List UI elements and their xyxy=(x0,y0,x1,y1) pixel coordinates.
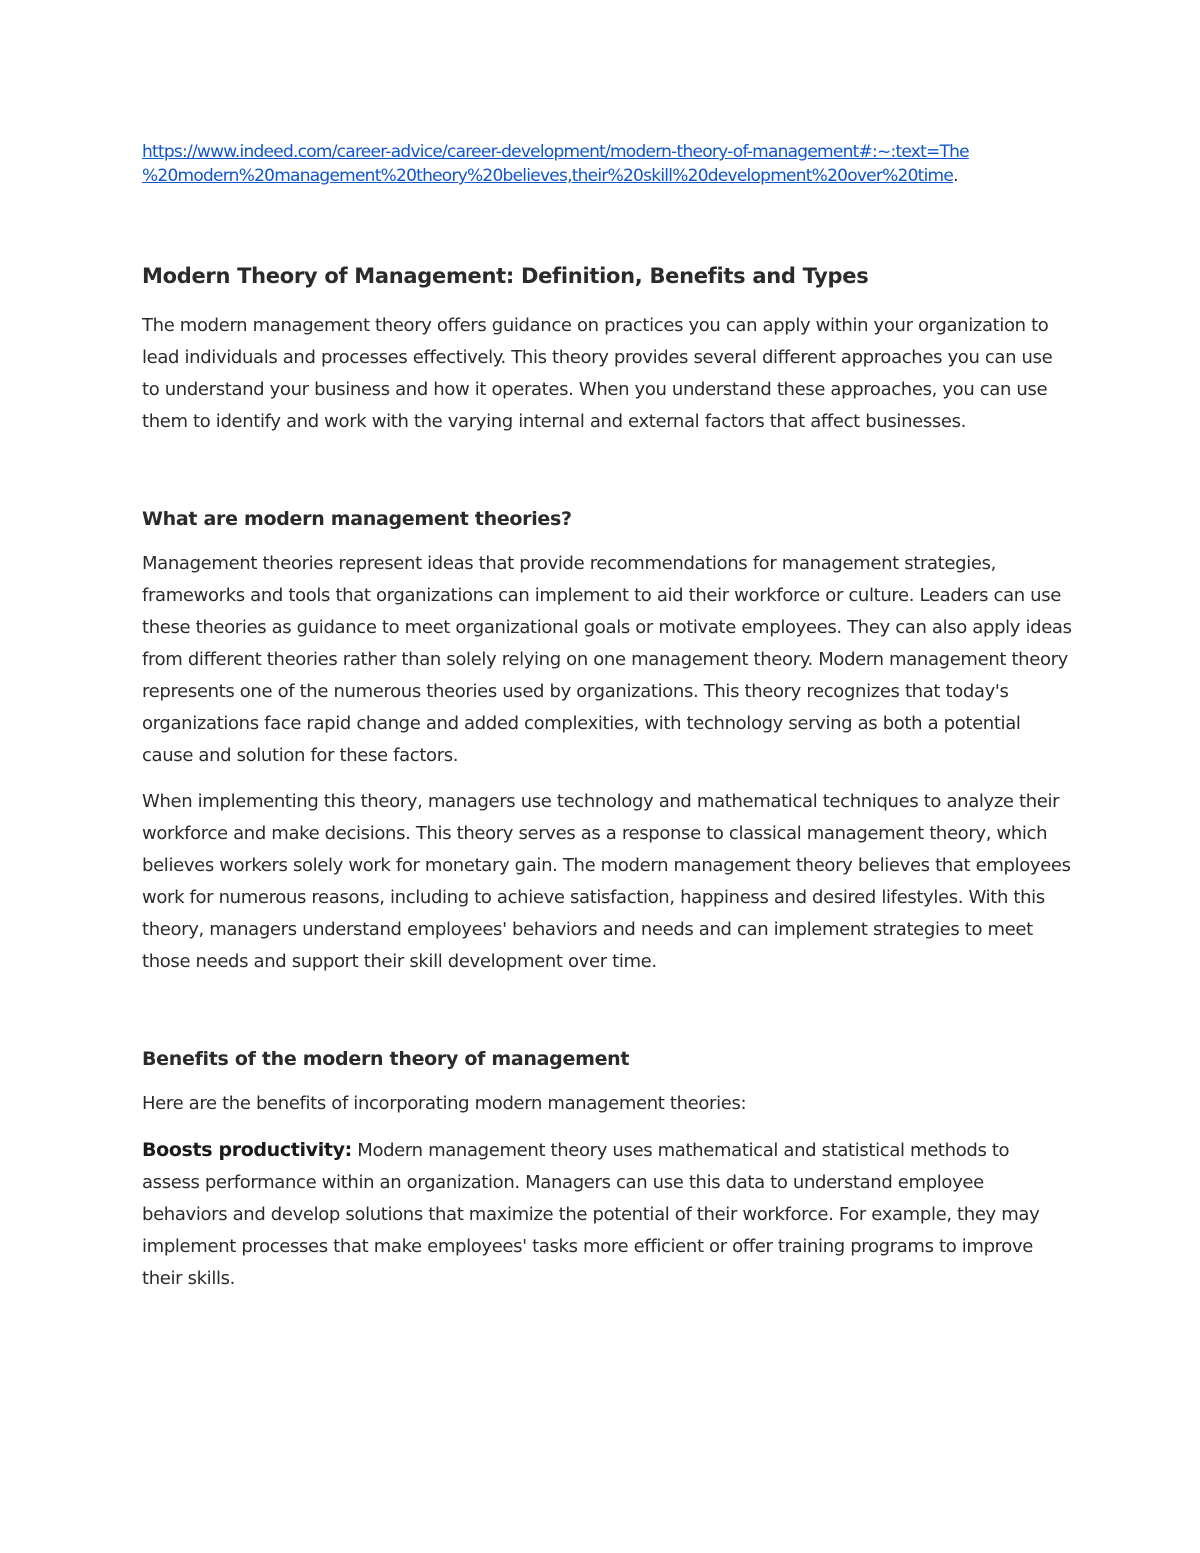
benefit-label: Boosts productivity: xyxy=(142,1139,352,1161)
theories-paragraph-1: Management theories represent ideas that provide recommendations for management strategies, frameworks and tools that organizations can implement to aid their workforce or culture. Leaders can use these theories as guidance to meet organizational goals or motivate employees. They can also apply ideas from different theories rather than solely relying on one management theory. Modern management theory represents one of the numerous theories used by organizations. This theory recognizes that today's organizations face rapid change and added complexities, with technology serving as both a potential cause and solution for these factors. xyxy=(142,553,1072,766)
benefit-item xyxy=(142,1134,1072,1295)
benefits-intro: Here are the benefits of incorporating modern management theories: xyxy=(142,1093,747,1114)
source-link[interactable] xyxy=(142,142,969,186)
theories-paragraph-2: When implementing this theory, managers use technology and mathematical techniques to analyze their workforce and make decisions. This theory serves as a response to classical management theory, which believes workers solely work for monetary gain. The modern management theory believes that employees work for numerous reasons, including to achieve satisfaction, happiness and desired lifestyles. With this theory, managers understand employees' behaviors and needs and can implement strategies to meet those needs and support their skill development over time. xyxy=(142,791,1071,972)
section-heading-what-are-theories: What are modern management theories? xyxy=(142,508,572,530)
section-heading-benefits: Benefits of the modern theory of management xyxy=(142,1048,630,1070)
source-url xyxy=(142,140,1072,188)
benefit-text: Modern management theory uses mathematical and statistical methods to assess performance within an organization. Managers can use this data to understand employee behaviors and develop solutions that maximize the potential of their workforce. For example, they may implement processes that make employees' tasks more efficient or offer training programs to improve their skills. xyxy=(142,1140,1040,1289)
intro-paragraph: The modern management theory offers guidance on practices you can apply within your organization to lead individuals and processes effectively. This theory provides several different approaches you can use to understand your business and how it operates. When you understand these approaches, you can use them to identify and work with the varying internal and external factors that affect businesses. xyxy=(142,315,1053,432)
source-url-line-2: %20modern%20management%20theory%20believes,their%20skill%20development%20over%20time xyxy=(142,166,954,186)
source-url-line-1: https://www.indeed.com/career-advice/career-development/modern-theory-of-management#:~:text=The xyxy=(142,142,969,162)
document-page xyxy=(142,140,1072,1295)
document-title: Modern Theory of Management: Definition, Benefits and Types xyxy=(142,264,869,288)
source-trailing-period: . xyxy=(953,166,958,186)
